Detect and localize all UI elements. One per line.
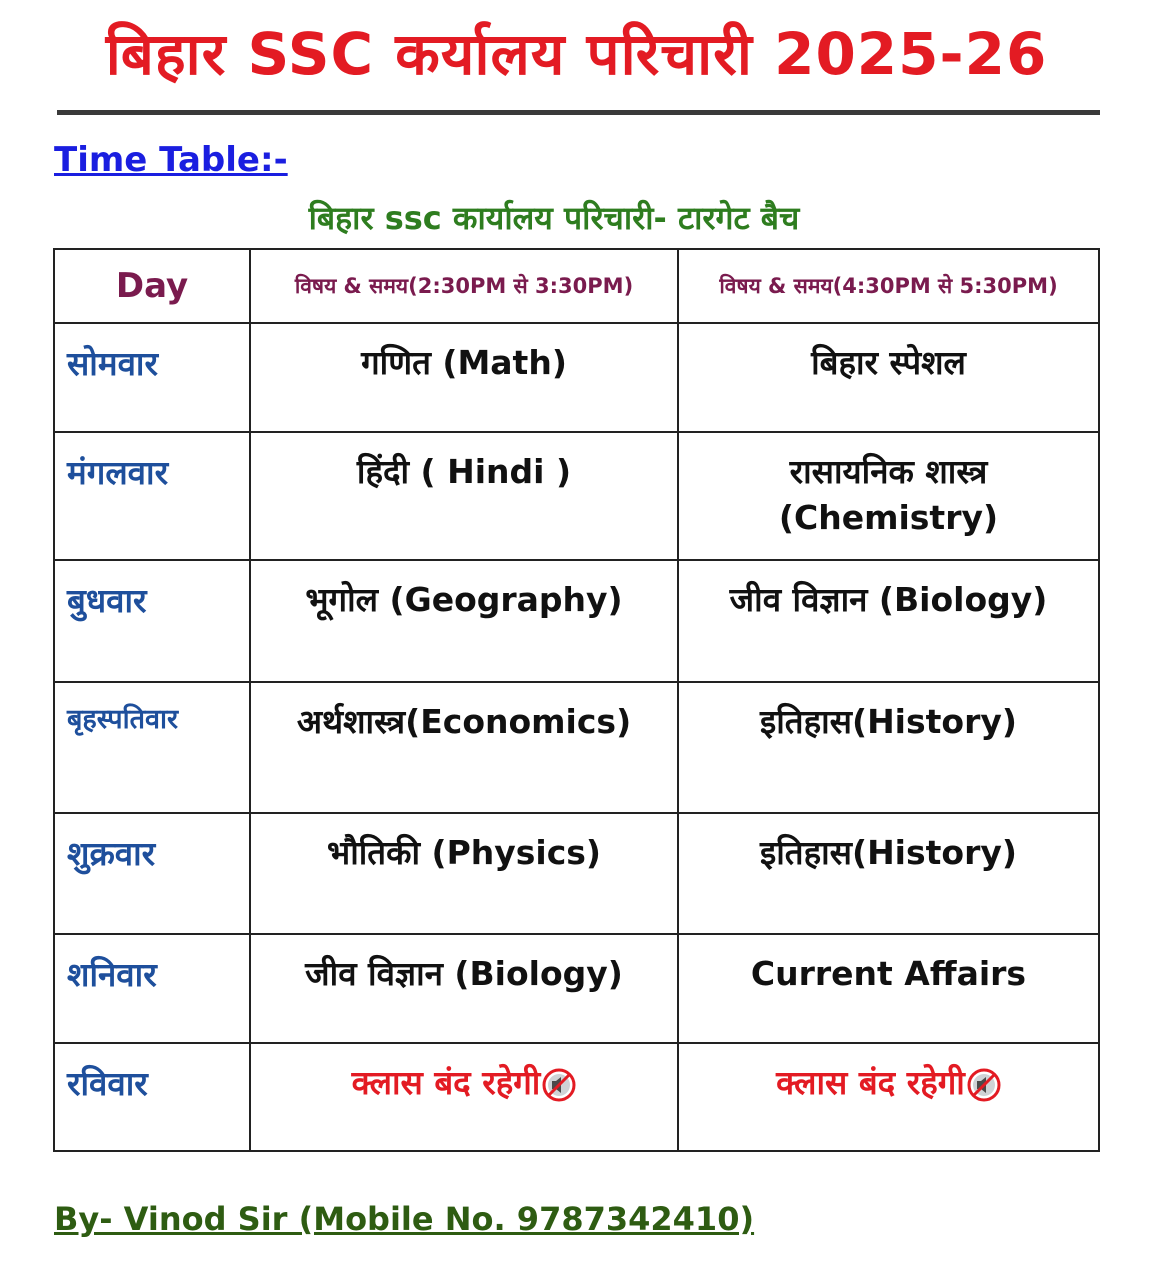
day-cell: सोमवार xyxy=(54,323,250,432)
table-row xyxy=(54,560,1099,682)
header-slot2: विषय & समय(4:30PM से 5:30PM) xyxy=(678,249,1099,323)
page-title: बिहार SSC कर्यालय परिचारी 2025-26 xyxy=(105,20,1048,88)
slot1-cell: जीव विज्ञान (Biology) xyxy=(250,934,678,1043)
slot1-cell: हिंदी ( Hindi ) xyxy=(250,432,678,560)
slot2-cell: इतिहास(History) xyxy=(678,813,1099,934)
slot1-cell-closed xyxy=(250,1043,678,1151)
slot2-cell: इतिहास(History) xyxy=(678,682,1099,813)
header-day: Day xyxy=(54,249,250,323)
day-cell: बृहस्पतिवार xyxy=(54,682,250,813)
slot1-cell: भूगोल (Geography) xyxy=(250,560,678,682)
table-row xyxy=(54,432,1099,560)
header-slot1: विषय & समय(2:30PM से 3:30PM) xyxy=(250,249,678,323)
muted-speaker-icon xyxy=(967,1068,1001,1102)
class-closed-label: क्लास बंद रहेगी xyxy=(351,1063,541,1102)
author-contact: By- Vinod Sir (Mobile No. 9787342410) xyxy=(54,1200,755,1238)
table-row xyxy=(54,682,1099,813)
table-row xyxy=(54,1043,1099,1151)
slot2-cell: रासायनिक शास्त्र (Chemistry) xyxy=(678,432,1099,560)
slot1-cell: अर्थशास्त्र(Economics) xyxy=(250,682,678,813)
batch-subtitle: बिहार ssc कार्यालय परिचारी- टारगेट बैच xyxy=(308,199,800,237)
day-cell: शनिवार xyxy=(54,934,250,1043)
title-divider xyxy=(57,110,1100,115)
day-cell: शुक्रवार xyxy=(54,813,250,934)
slot1-cell: भौतिकी (Physics) xyxy=(250,813,678,934)
day-cell: बुधवार xyxy=(54,560,250,682)
table-row xyxy=(54,323,1099,432)
muted-speaker-icon xyxy=(542,1068,576,1102)
timetable-label: Time Table:- xyxy=(54,140,288,180)
table-row xyxy=(54,934,1099,1043)
day-cell: मंगलवार xyxy=(54,432,250,560)
day-cell: रविवार xyxy=(54,1043,250,1151)
slot2-cell: जीव विज्ञान (Biology) xyxy=(678,560,1099,682)
class-closed-label: क्लास बंद रहेगी xyxy=(776,1063,965,1102)
slot1-cell: गणित (Math) xyxy=(250,323,678,432)
slot2-cell: Current Affairs xyxy=(678,934,1099,1043)
table-row xyxy=(54,813,1099,934)
header-row xyxy=(54,249,1099,323)
slot2-cell-closed xyxy=(678,1043,1099,1151)
slot2-cell: बिहार स्पेशल xyxy=(678,323,1099,432)
timetable xyxy=(53,248,1100,1152)
